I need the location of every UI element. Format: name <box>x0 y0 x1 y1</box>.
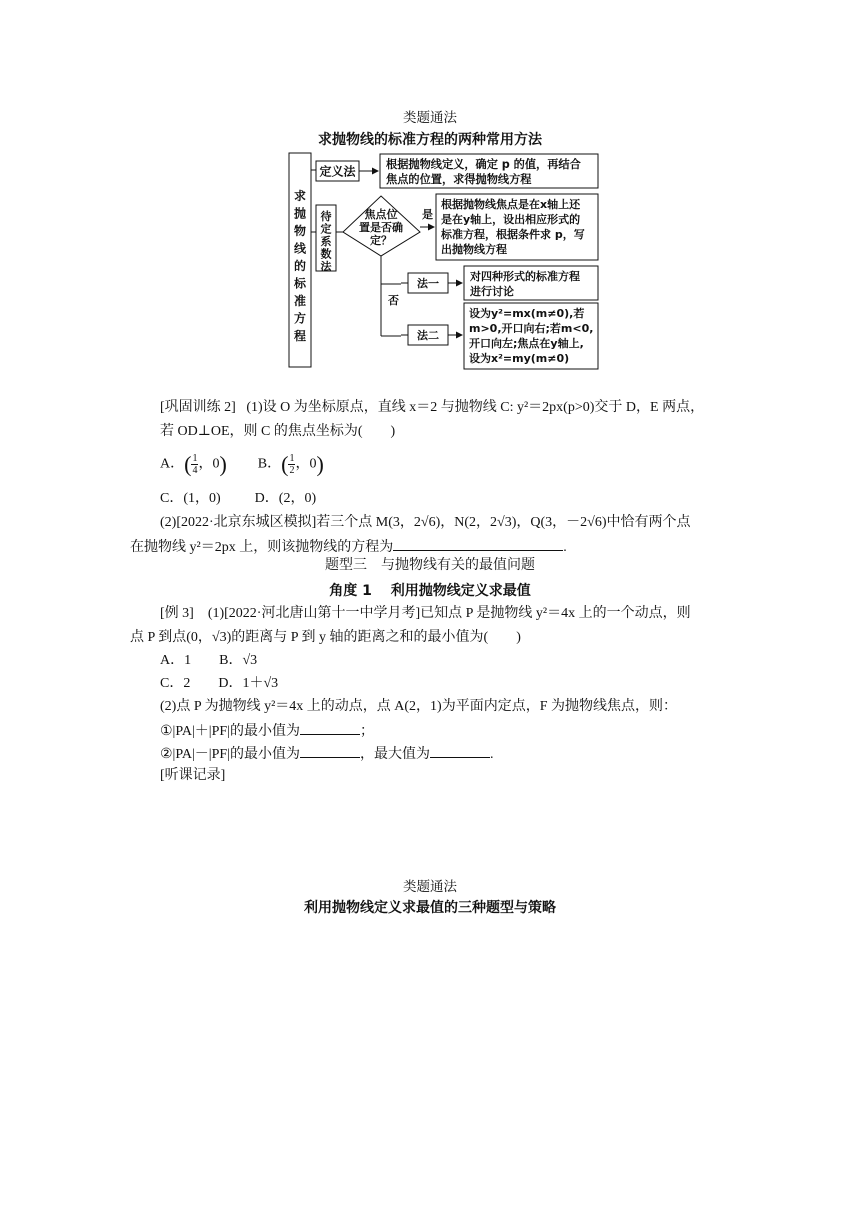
vertical-char: 的 <box>293 259 307 273</box>
way1-desc: 对四种形式的标准方程进行讨论 <box>470 270 580 298</box>
section3-title: 利用抛物线定义求最值的三种题型与策略 <box>304 900 556 916</box>
yes-desc: 根据抛物线焦点是在x轴上还是在y轴上，设出相应形式的标准方程，根据条件求 p，写出抛物线方程 <box>441 198 585 256</box>
angle-heading: 角度 1 利用抛物线定义求最值 <box>329 583 531 599</box>
option-b-label: B． <box>257 456 282 472</box>
vertical-char: 法 <box>320 260 332 273</box>
root-label <box>293 188 307 343</box>
way1-label: 法一 <box>417 277 439 290</box>
vertical-char: 系 <box>320 235 332 248</box>
no-label: 否 <box>388 294 399 307</box>
vertical-char: 标 <box>293 276 307 291</box>
problem-type-heading: 题型三 与抛物线有关的最值问题 <box>325 558 535 573</box>
vertical-char: 程 <box>293 329 307 343</box>
definition-desc: 根据抛物线定义，确定 p 的值，再结合焦点的位置，求得抛物线方程 <box>386 158 581 186</box>
example3-q2: (2)点 P 为抛物线 y²＝4x 上的动点，点 A(2，1)为平面内定点，F 为抛物线焦点，则： <box>160 699 678 714</box>
vertical-char: 物 <box>293 224 307 238</box>
vertical-char: 数 <box>320 247 332 261</box>
section3-label: 类题通法 <box>403 879 457 894</box>
undetermined-method-label <box>321 209 333 273</box>
example3-line1: [例 3] (1)[2022·河北唐山第十一中学月考]已知点 P 是抛物线 y²＝4x 上的一个动点，则 <box>160 606 691 621</box>
exercise2-q1 <box>160 398 704 418</box>
way2-label: 法二 <box>417 329 439 342</box>
lecture-notes-label: [听课记录] <box>160 768 226 783</box>
yes-label: 是 <box>422 208 433 221</box>
example3-q2-part2: ②|PA|－|PF|的最小值为 ，最大值为 . <box>160 743 493 765</box>
answer-blank-min-sum[interactable] <box>300 720 360 735</box>
section-title: 求抛物线的标准方程的两种常用方法 <box>318 132 542 148</box>
answer-blank-max-diff[interactable] <box>430 743 490 758</box>
exercise2-options-ab: A．( $\frac{1}{4}$ ，0) B．( $\frac{1}{2}$ ，0) <box>160 451 324 477</box>
section-label: 类题通法 <box>403 110 457 125</box>
option-a-label: A． <box>160 456 185 472</box>
vertical-char: 待 <box>320 210 332 223</box>
vertical-char: 准 <box>293 294 307 308</box>
option-b-fraction: $\frac{1}{2}$ <box>289 453 295 476</box>
vertical-char: 线 <box>293 241 307 256</box>
option-a-rest: ，0 <box>198 456 220 472</box>
way2-desc: 设为y²=mx(m≠0),若 m>0,开口向右;若m<0,开口向左;焦点在y轴上,设为x²=my(m≠0) <box>469 307 594 365</box>
method-flowchart <box>288 152 602 372</box>
example3-options-cd: C．2 D．1＋√3 <box>160 676 279 691</box>
exercise2-q1-cont: 若 OD⊥OE，则 C 的焦点坐标为( ) <box>160 424 396 439</box>
exercise2-q2-cont: 在抛物线 y²＝2px 上，则该抛物线的方程为 . <box>130 536 567 558</box>
vertical-char: 定 <box>320 222 332 236</box>
exercise2-options-cd <box>160 489 316 509</box>
option-c: C．(1，0) <box>160 491 221 506</box>
example3-line2: 点 P 到点(0，√3)的距离与 P 到 y 轴的距离之和的最小值为( ) <box>130 630 521 645</box>
option-b-rest: ，0 <box>295 456 317 472</box>
answer-blank-min-diff[interactable] <box>300 743 360 758</box>
example3-q2-part1: ①|PA|＋|PF|的最小值为 ； <box>160 720 374 742</box>
vertical-char: 抛 <box>293 206 307 221</box>
definition-method-label: 定义法 <box>319 164 356 179</box>
vertical-char: 求 <box>293 189 307 203</box>
exercise2-q2: (2)[2022·北京东城区模拟]若三个点 M(3，2√6)，N(2，2√3)，Q(3，－2√6)中恰有两个点 <box>160 515 691 530</box>
exercise2-q1-text: (1)设 O 为坐标原点，直线 x＝2 与抛物线 C: y²＝2px(p>0)交于 D，E 两点， <box>246 400 705 415</box>
option-a-fraction: $\frac{1}{4}$ <box>192 453 198 476</box>
option-d: D．(2，0) <box>254 491 317 506</box>
decision-text: 焦点位置是否确定？ <box>359 208 403 247</box>
example3-options-ab: A．1 B．√3 <box>160 653 258 668</box>
answer-blank-equation[interactable] <box>393 536 563 551</box>
vertical-char: 方 <box>293 311 307 326</box>
exercise2-tag: [巩固训练 2] <box>160 400 236 415</box>
